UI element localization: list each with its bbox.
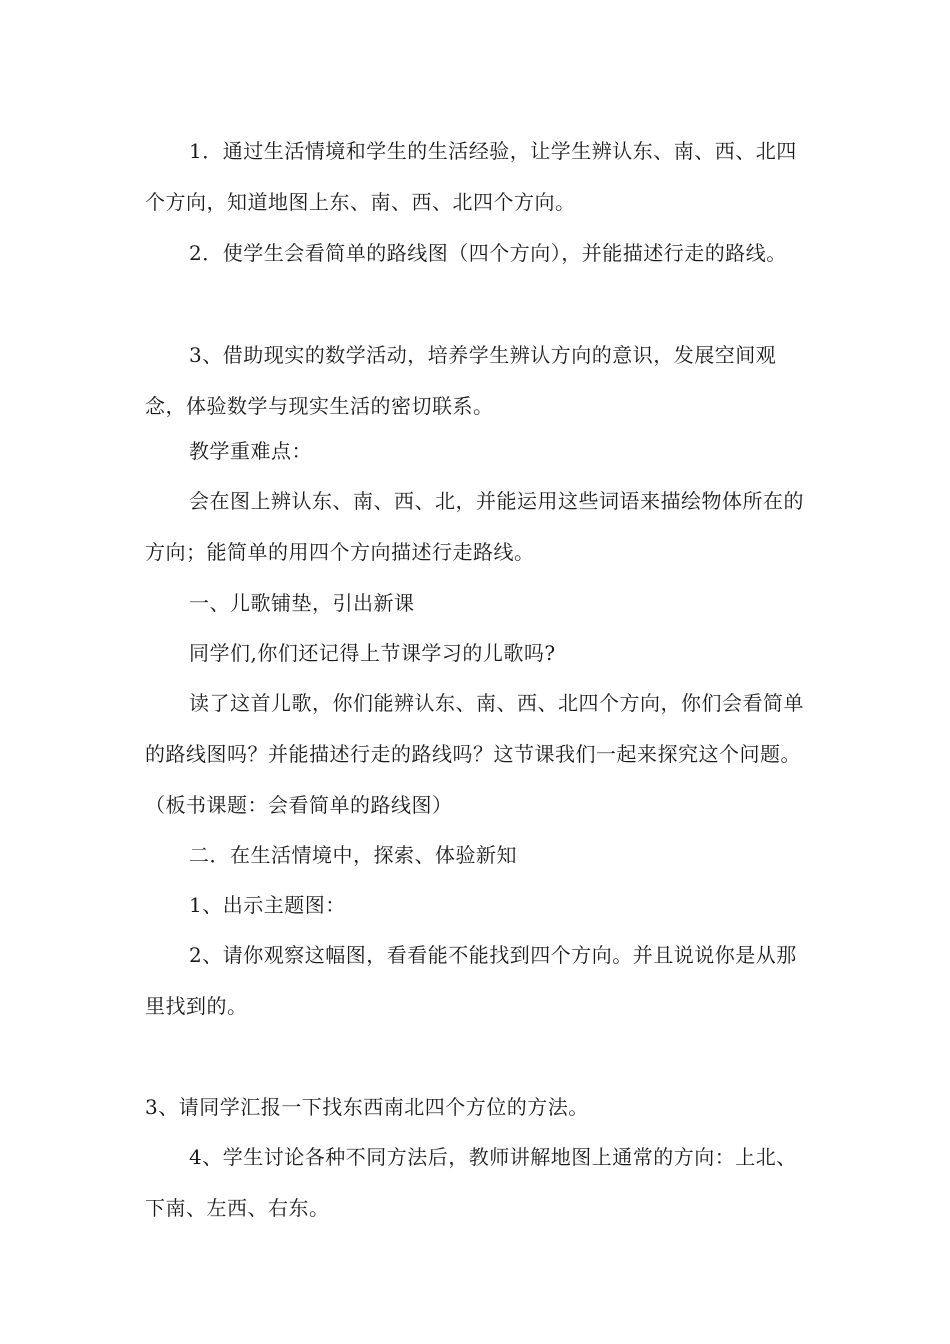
objective-2-paragraph: 2．使学生会看简单的路线图（四个方向），并能描述行走的路线。 [189, 241, 787, 265]
section-1-paragraph: 读了这首儿歌，你们能辨认东、南、西、北四个方向，你们会看简单的路线图吗？并能描述行走的路线吗？这节课我们一起来探究这个问题。（板书课题：会看简单的路线图） [145, 691, 804, 817]
step-4-paragraph: 4、学生讨论各种不同方法后，教师讲解地图上通常的方向：上北、下南、左西、右东。 [145, 1145, 797, 1220]
step-3-paragraph: 3、请同学汇报一下找东西南北四个方位的方法。 [145, 1095, 589, 1119]
objective-1-paragraph: 1．通过生活情境和学生的生活经验，让学生辨认东、南、西、北四个方向，知道地图上东、南、西、北四个方向。 [145, 139, 797, 214]
step-1-paragraph: 1、出示主题图： [189, 893, 346, 917]
objective-3-paragraph: 3、借助现实的数学活动，培养学生辨认方向的意识，发展空间观念，体验数学与现实生活的密切联系。 [145, 343, 777, 418]
section-1-question: 同学们,你们还记得上节课学习的儿歌吗? [189, 641, 556, 665]
key-points-heading: 教学重难点： [189, 439, 312, 463]
section-1-heading: 一、儿歌铺垫，引出新课 [189, 591, 415, 615]
step-2-paragraph: 2、请你观察这幅图，看看能不能找到四个方向。并且说说你是从那里找到的。 [145, 943, 797, 1018]
key-points-paragraph: 会在图上辨认东、南、西、北，并能运用这些词语来描绘物体所在的方向；能简单的用四个方向描述行走路线。 [145, 489, 804, 564]
section-2-heading: 二．在生活情境中，探索、体验新知 [189, 843, 517, 867]
